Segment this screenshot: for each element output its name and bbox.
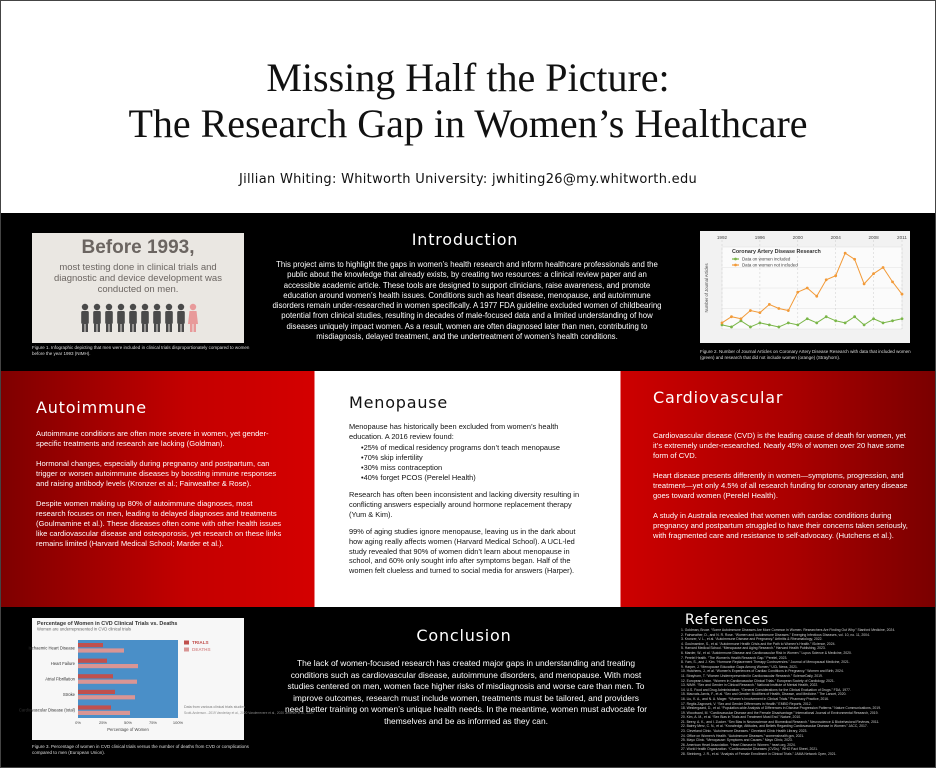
man-icon: [141, 304, 149, 332]
reference-item: 14. U.S. Food and Drug Administration. “General Considerations for the Clinical Evaluation of Drugs.” FDA, 1977.: [681, 687, 851, 692]
legend-swatch: [184, 648, 189, 652]
person-body: [129, 311, 137, 324]
legend-swatch: [184, 641, 189, 645]
data-point: [730, 326, 733, 329]
person-leg: [190, 324, 193, 332]
data-point: [825, 315, 828, 318]
person-body: [81, 311, 89, 324]
conclusion-text: The lack of women-focused research has created major gaps in understanding and treating conditions such as cardiovascular disease, autoimmune disorders, and menopause. With most studies centered on men, women face higher risks of misdiagnosis and worse care than men. To improve outcomes, research must include women, treatments must be tailored, and providers need better training on women’s unique health needs. In the meantime, women must advocate for themselves and be as informed as they can.: [284, 658, 648, 726]
person-leg: [194, 324, 197, 332]
person-head: [178, 304, 184, 310]
category-label: Heart Failure: [50, 660, 75, 666]
x-tick-label: 0%: [75, 720, 81, 725]
reference-item: 24. Office on Women’s Health. “Autoimmune Diseases.” womenshealth.gov, 2021.: [681, 733, 805, 738]
cardiovascular-paragraph: Heart disease presents differently in women—symptoms, progression, and treatment—yet only 4.5% of all research funding for coronary artery disease goes toward women (Perelel Health).: [653, 471, 908, 500]
person-body: [117, 311, 125, 324]
legend-marker: [734, 264, 737, 267]
legend-label: DEATHS: [192, 647, 211, 652]
person-leg: [178, 324, 181, 332]
data-point: [834, 274, 837, 277]
menopause-paragraph: 99% of aging studies ignore menopause, leaving us in the dark about how aging really affects women (Harvard Medical School). A UCL-led study revealed that 90% of women didn’t learn about menopause in school, and 60% only sought info after symptoms began. Half of the women felt clueless and turned to social media for answers (Harper).: [349, 527, 576, 576]
person-leg: [122, 324, 125, 332]
bar: [78, 674, 113, 678]
figure-3-chart: [18, 618, 314, 740]
person-head: [166, 304, 172, 310]
man-icon: [153, 304, 161, 332]
data-point: [853, 315, 856, 318]
data-point: [787, 321, 790, 324]
figure-1-headline: Before 1993,: [81, 237, 195, 258]
x-tick-label: 50%: [123, 720, 133, 725]
menopause-stats-list: [361, 443, 589, 482]
person-leg: [94, 324, 97, 332]
bar: [78, 648, 124, 652]
data-point: [882, 266, 885, 269]
person-head: [154, 304, 160, 310]
man-icon: [165, 304, 173, 332]
figure-1-infographic: [32, 233, 244, 343]
person-leg: [158, 324, 161, 332]
person-leg: [130, 324, 133, 332]
figure-1-caption: Figure 1. Infographic depicting that men were included in clinical trials disproportionately compared to women before the year 1993 (NIMH).: [32, 345, 250, 356]
data-point: [806, 287, 809, 290]
data-point: [891, 280, 894, 283]
reference-item: 26. American Heart Association. “Heart Disease in Women.” heart.org, 2024.: [681, 742, 796, 747]
figure-3-caption: Figure 3. Percentage of women in CVD clinical trials versus the number of deaths from CVD or complications compared to men (European Union).: [32, 744, 249, 755]
chart-title: Percentage of Women in CVD Clinical Trials vs. Deaths: [37, 621, 178, 627]
bar: [78, 680, 137, 684]
person-leg: [134, 324, 137, 332]
reference-item: 20. Kim, A. M., et al. “Sex Bias in Trials and Treatment Must End.” Nature, 2010.: [681, 715, 802, 720]
x-tick-label: 1992: [716, 235, 728, 240]
reference-item: 22. Bairey Merz, C. N., et al. “Knowledge, Attitudes, and Beliefs Regarding Cardiovascular Disease in Women.” JACC, 2017.: [681, 724, 868, 729]
reference-item: 7. Perelel Health. “The Women’s Health Research Gap.” Perelel, 2023.: [681, 655, 788, 660]
data-point: [872, 272, 875, 275]
x-tick-label: 1996: [754, 235, 766, 240]
bar: [78, 643, 103, 647]
reference-item: 2. Fairweather, D., and N. R. Rose. “Women and Autoimmune Diseases.” Emerging Infectious Diseases, vol. 10, no. 11, 2004.: [681, 632, 870, 637]
references-list: [681, 628, 927, 757]
data-point: [721, 321, 724, 324]
bar: [78, 690, 115, 694]
autoimmune-paragraph: Hormonal changes, especially during pregnancy and postpartum, can trigger or worsen autoimmune diseases by boosting immune responses and raising antibody levels (Kronzer et al.; Fairweather & Rose).: [36, 459, 277, 488]
reference-item: 3. Kronzer, V. L., et al. “Autoimmune Disease and Pregnancy.” Arthritis & Rheumatology, 2022.: [681, 637, 823, 642]
data-point: [901, 293, 904, 296]
person-head: [130, 304, 136, 310]
bar: [78, 711, 130, 715]
data-point: [758, 311, 761, 314]
x-tick-label: 2011: [897, 235, 907, 240]
data-point: [777, 326, 780, 329]
person-leg: [182, 324, 185, 332]
person-head: [82, 304, 88, 310]
data-point: [834, 319, 837, 322]
cvd-trials-bar-chart: [18, 618, 314, 740]
author-byline: Jillian Whiting: Whitworth University: jwhiting26@my.whitworth.edu: [238, 172, 698, 187]
reference-item: 9. Harper, J. “Menopause Education Gaps Among Women.” UCL News, 2021.: [681, 664, 798, 669]
introduction-text: This project aims to highlight the gaps in women’s health research and inform healthcare professionals and the public about the knowledge that already exists, by creating two resources: a clinical review paper and an accessible academic article. These tools are designed to support clinicians, raise awareness, and promote education around women’s health issues. Conditions such as heart disease, menopause, and autoimmune disorders remain under-researched in women specifically. A 1977 FDA guideline excluded women of childbearing potential from clinical studies, resulting in decades of male-focused data and a limited understanding of how diseases uniquely impact women. As a result, women are often diagnosed later than men, contributing to misdiagnosis, delayed treatment, and the undertreatment of women’s health conditions.: [272, 260, 662, 342]
category-label: Ischaemic Heart Disease: [28, 645, 75, 651]
data-point: [901, 317, 904, 320]
reference-item: 1. Goldman, Bruce. “Some Autoimmune Diseases Are More Common in Women. Researchers Are Finding Out Why.” Stanford Medicine, 2024.: [681, 628, 896, 632]
category-label: Atrial Fibrillation: [45, 676, 75, 682]
autoimmune-text: [36, 429, 284, 559]
cardiovascular-text: [653, 431, 913, 551]
data-point: [891, 319, 894, 322]
person-head: [106, 304, 112, 310]
people-icon-row: [79, 303, 199, 333]
reference-item: 5. Harvard Medical School. “Menopause and Aging Research.” Harvard Health Publishing, 2023.: [681, 646, 826, 651]
figure-2-chart: [700, 231, 910, 343]
data-point: [825, 278, 828, 281]
data-point: [768, 303, 771, 306]
menopause-paragraph: Research has often been inconsistent and lacking diversity resulting in conflicting answers especially around hormone replacement therapy (Yum & Kim).: [349, 490, 580, 519]
reference-item: 11. Strayhorn, T. “Women Underrepresented in Cardiovascular Research.” ScienceDaily, 2019.: [681, 673, 823, 678]
x-tick-label: 100%: [172, 720, 184, 725]
figure-2-caption: Figure 2. Number of Journal Articles on Coronary Artery Disease Research with data that included women (green) and research that did not include women (orange) (Strayhorn).: [700, 349, 911, 360]
man-icon: [105, 304, 113, 332]
data-point: [853, 258, 856, 261]
title-line-2: The Research Gap in Women’s Healthcare: [128, 101, 808, 146]
legend-marker: [734, 258, 737, 261]
person-leg: [170, 324, 173, 332]
list-item: •70% skip infertility: [361, 453, 423, 463]
bar: [78, 659, 107, 663]
list-item: •40% forget PCOS (Perelel Health): [361, 472, 476, 482]
reference-item: 18. Westergaard, D., et al. “Population-wide Analysis of Differences in Disease Progression Patterns.” Nature Communications, 2019.: [681, 706, 882, 711]
chart-subtitle: Women are underrepresented in CVD clinical trials: [37, 626, 131, 632]
autoimmune-paragraph: Despite women making up 80% of autoimmune diagnoses, most research focuses on men, leading to delayed diagnoses and treatments (Goulmamine et al.). These diseases often come with other health issues like cardiovascular disease and osteoporosis, yet research on these links remains limited (Harvard Medical School; Marder et al.).: [36, 499, 282, 548]
data-point: [777, 307, 780, 310]
person-body: [105, 311, 113, 324]
x-tick-label: 75%: [148, 720, 158, 725]
reference-item: 4. Goulmamine, S., et al. “Autoimmune Health Crisis and the Path to Women’s Health.” iScience, 2024.: [681, 641, 836, 646]
data-point: [758, 321, 761, 324]
reference-item: 6. Marder, W., et al. “Autoimmune Disease and Cardiovascular Risk in Women.” Lupus Science & Medicine, 2020.: [681, 650, 852, 655]
reference-item: 17. Regitz-Zagrosek, V. “Sex and Gender Differences in Health.” EMBO Reports, 2012.: [681, 701, 812, 706]
reference-item: 16. Liu, K. A., and N. A. Mager. “Women’s Involvement in Clinical Trials.” Pharmacy Practice, 2016.: [681, 696, 829, 701]
references-heading: References: [685, 612, 769, 628]
woman-icon: [188, 304, 198, 332]
x-tick-label: 2008: [868, 235, 879, 240]
reference-item: 21. Beery, A. K., and I. Zucker. “Sex Bias in Neuroscience and Biomedical Research.” Neuroscience & Biobehavioral Reviews, 2011.: [681, 719, 880, 724]
chart-annotation: Data from various clinical trials studies: [184, 705, 246, 709]
data-point: [730, 315, 733, 318]
reference-item: 27. World Health Organization. “Cardiovascular Diseases (CVDs).” WHO Fact Sheet, 2021.: [681, 747, 818, 752]
title-line-1: Missing Half the Picture:: [266, 55, 670, 100]
person-leg: [154, 324, 157, 332]
reference-item: 23. Cleveland Clinic. “Autoimmune Diseases.” Cleveland Clinic Health Library, 2023.: [681, 729, 808, 734]
person-head: [142, 304, 148, 310]
data-point: [740, 317, 743, 320]
reference-item: 13. NIMH. “Sex and Gender in Clinical Research.” National Institute of Mental Health, 2022.: [681, 683, 819, 688]
person-leg: [82, 324, 85, 332]
person-head: [190, 304, 196, 310]
cardiovascular-heading: Cardiovascular: [653, 388, 784, 407]
man-icon: [177, 304, 185, 332]
data-point: [872, 317, 875, 320]
x-tick-label: 2004: [830, 235, 841, 240]
data-point: [749, 309, 752, 312]
person-leg: [118, 324, 121, 332]
y-axis-label: Number of Journal Articles: [704, 263, 709, 313]
person-head: [118, 304, 124, 310]
reference-item: 8. Yum, S., and J. Kim. “Hormone Replacement Therapy Controversies.” Journal of Menopausal Medicine, 2021.: [681, 660, 850, 665]
cardiovascular-paragraph: A study in Australia revealed that women with cardiac conditions during pregnancy and postpartum struggled to have their concerns taken seriously, with fragmented care and resistance to self-advocacy. (Hutchens et al.).: [653, 511, 908, 540]
category-label: Stroke: [62, 692, 75, 698]
conclusion-heading: Conclusion: [416, 626, 512, 645]
person-leg: [142, 324, 145, 332]
cardiovascular-paragraph: Cardiovascular disease (CVD) is the leading cause of death for women, yet it’s extremely under-researched. Nearly 45% of women over 20 have some form of CVD.: [653, 431, 906, 460]
person-body: [165, 311, 173, 324]
person-body: [188, 311, 198, 324]
reference-item: 12. European Union. “Women in Cardiovascular Clinical Trials.” European Society of Cardiology, 2021.: [681, 678, 835, 683]
person-body: [93, 311, 101, 324]
x-axis-label: Percentage of Women: [107, 727, 149, 732]
person-body: [141, 311, 149, 324]
list-item: •30% miss contraception: [361, 462, 443, 472]
category-label: Cardiovascular Disease (total): [18, 707, 75, 713]
chart-source-note: Scott-Anderson...2019 Vanderlay et al., 2020 Vanderrevere et al., 2020 Jimenez et al., 2020: [184, 711, 314, 715]
man-icon: [81, 304, 89, 332]
autoimmune-paragraph: Autoimmune conditions are often more severe in women, yet gender-specific treatments and research are lacking (Goldman).: [36, 429, 269, 448]
data-point: [815, 321, 818, 324]
cad-research-line-chart: [700, 231, 910, 343]
data-point: [863, 324, 866, 327]
autoimmune-heading: Autoimmune: [36, 398, 147, 417]
data-point: [815, 295, 818, 298]
menopause-text: [349, 422, 589, 584]
person-head: [94, 304, 100, 310]
data-point: [882, 321, 885, 324]
person-leg: [166, 324, 169, 332]
data-point: [796, 291, 799, 294]
legend-label: Data on women included: [742, 256, 791, 262]
bar: [78, 695, 135, 699]
reference-item: 15. Mauvais-Jarvis, F., et al. “Sex and Gender: Modifiers of Health, Disease, and Medicine.” The Lancet, 2020.: [681, 692, 847, 697]
person-leg: [146, 324, 149, 332]
list-item: •25% of medical residency programs don’t teach menopause: [361, 443, 560, 453]
bar: [78, 664, 138, 668]
poster-title: [0, 55, 936, 147]
person-body: [177, 311, 185, 324]
legend-label: Data on women not included: [742, 262, 798, 268]
reference-item: 10. Hutchens, J., et al. “Women’s Experiences of Cardiac Conditions in Pregnancy.” Women and Birth, 2024.: [681, 669, 844, 674]
legend-label: TRIALS: [192, 640, 209, 645]
person-leg: [98, 324, 101, 332]
man-icon: [117, 304, 125, 332]
person-body: [153, 311, 161, 324]
person-leg: [86, 324, 89, 332]
man-icon: [129, 304, 137, 332]
x-tick-label: 25%: [98, 720, 108, 725]
man-icon: [93, 304, 101, 332]
person-leg: [106, 324, 109, 332]
menopause-heading: Menopause: [349, 393, 449, 412]
person-leg: [110, 324, 113, 332]
data-point: [768, 324, 771, 327]
data-point: [749, 326, 752, 329]
data-point: [863, 283, 866, 286]
data-point: [787, 309, 790, 312]
data-point: [806, 317, 809, 320]
reference-item: 28. Steinberg, J. R., et al. “Analysis of Female Enrollment in Clinical Trials.” JAMA Network Open, 2021.: [681, 752, 837, 757]
reference-item: 19. Woodward, M. “Cardiovascular Disease and the Female Disadvantage.” International Journal of Environmental Research, 2019.: [681, 710, 879, 715]
data-point: [844, 252, 847, 255]
bar: [78, 705, 111, 709]
x-tick-label: 2000: [792, 235, 803, 240]
data-point: [796, 324, 799, 327]
chart-title: Coronary Artery Disease Research: [732, 249, 821, 255]
figure-1-subtext: most testing done in clinical trials and diagnostic and device development was conducted on men.: [54, 262, 222, 295]
menopause-intro: Menopause has historically been excluded from women’s health education. A 2016 review found:: [349, 422, 559, 441]
introduction-heading: Introduction: [411, 230, 519, 249]
data-point: [844, 321, 847, 324]
reference-item: 25. Mayo Clinic. “Menopause: Symptoms and Causes.” Mayo Clinic, 2023.: [681, 738, 793, 743]
